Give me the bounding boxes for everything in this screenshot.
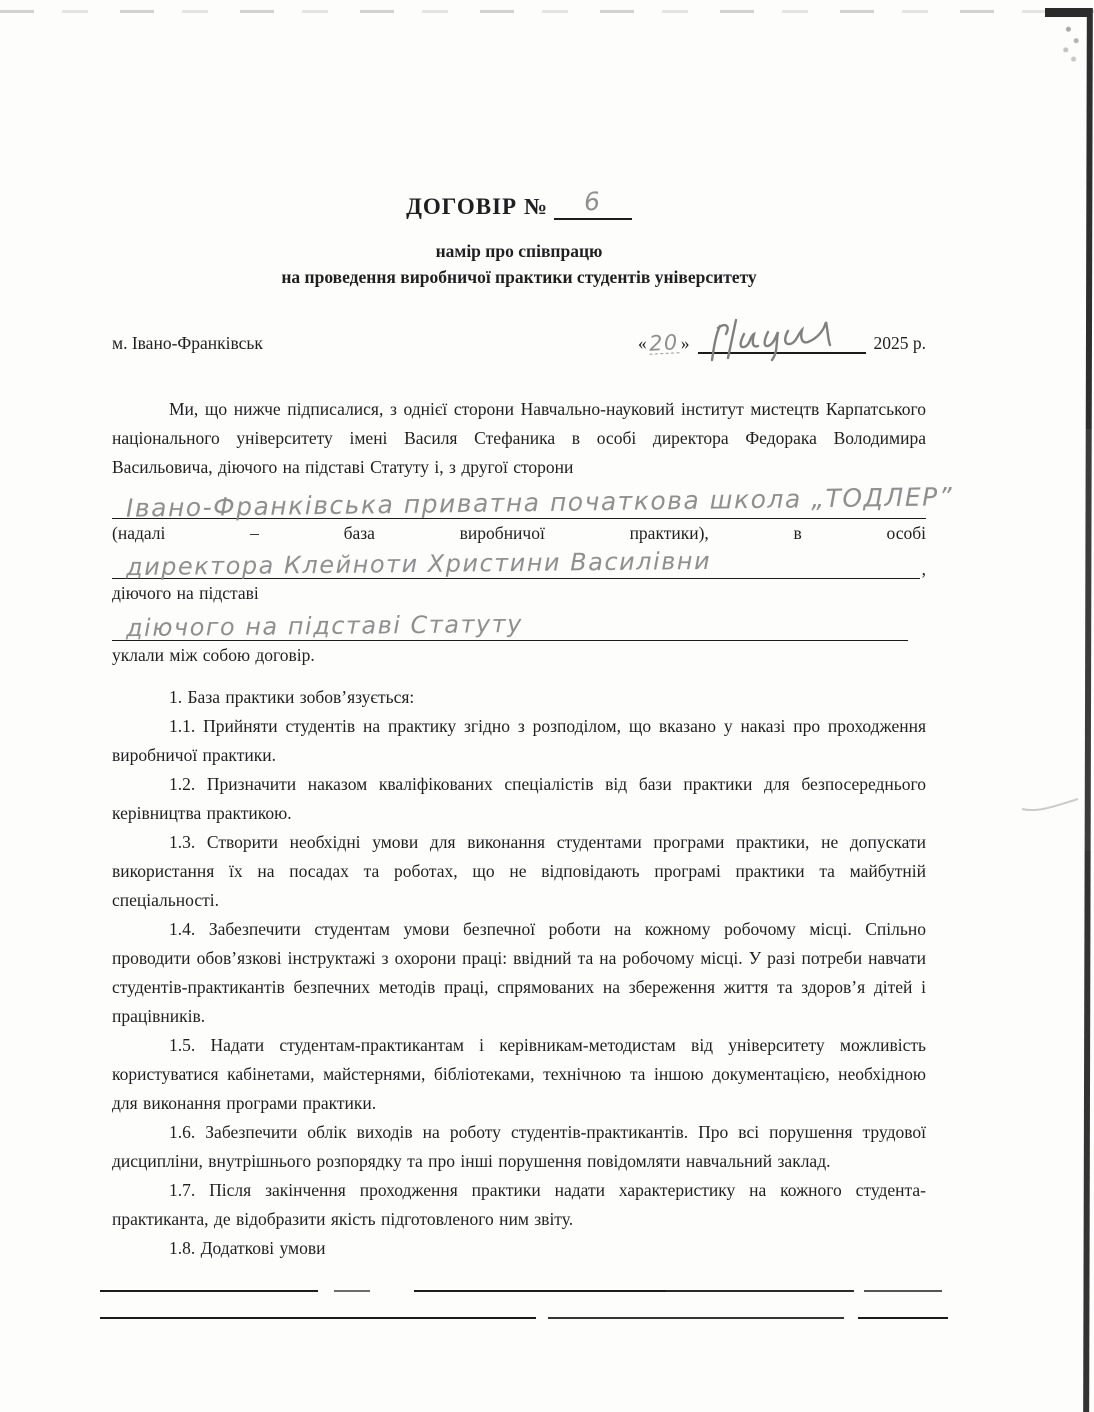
date-close-quote: » bbox=[680, 333, 690, 353]
additional-terms-blank-lines bbox=[100, 1290, 952, 1319]
handwritten-month-scribble bbox=[706, 318, 856, 362]
director-name-row bbox=[112, 546, 926, 582]
clause-1-4: 1.4. Забезпечити студентам умови безпечної роботи на кожному робочому місці. Спільно проводити обов’язкові інструктажі з охорони праці: ввідний та на робочому місці. У разі потреби навчати студентів-практикантів безпечних методів праці, спрямованих на збереження життя та здоров’я дітей і працівників. bbox=[112, 919, 926, 1026]
blank-line-2 bbox=[100, 1317, 952, 1319]
scan-artifact-right-line bbox=[1083, 8, 1093, 1412]
contract-number-slot bbox=[554, 186, 632, 220]
place-and-date-row bbox=[112, 328, 926, 354]
handwritten-director-name: директора Клейноти Христини Василівни bbox=[125, 546, 712, 582]
document-title-row bbox=[112, 186, 926, 220]
subtitle-line-1: намір про співпрацю bbox=[435, 241, 603, 261]
month-blank-slot bbox=[698, 328, 866, 354]
city-label: м. Івано-Франківськ bbox=[112, 333, 263, 353]
clause-1-5: 1.5. Надати студентам-практикантам і керівникам-методистам від університету можливість користуватися кабінетами, майстернями, бібліотеками, технічною та іншою документацією, необхідною для виконання програми практики. bbox=[112, 1035, 926, 1113]
clause-1-7: 1.7. Після закінчення проходження практики надати характеристику на кожного студента-практиканта, де відобразити якість підготовленого ним звіту. bbox=[112, 1180, 926, 1229]
document-title: ДОГОВІР № bbox=[406, 194, 548, 219]
document-body bbox=[112, 186, 954, 1319]
school-name-blank-line bbox=[112, 482, 954, 523]
year-label: 2025 р. bbox=[873, 333, 926, 353]
clause-1-8: 1.8. Додаткові умови bbox=[169, 1238, 326, 1258]
handwritten-school-name: Івано-Франківська приватна початкова школа „ТОДЛЕР” bbox=[125, 482, 954, 523]
basis-blank-line bbox=[112, 608, 908, 641]
blank-line-1 bbox=[100, 1290, 952, 1292]
scan-artifact-top-smudge bbox=[0, 10, 1094, 13]
intro-paragraph: Ми, що нижче підписалися, з однієї сторони Навчально-науковий інститут мистецтв Карпатського національного університету імені Василя Стефаника в особі директора Федорака Володимира Васильовича, діючого на підставі Статуту і, з другої сторони bbox=[112, 399, 926, 477]
section-1-heading: 1. База практики зобов’язується: bbox=[169, 687, 415, 707]
scan-artifact-curve bbox=[1020, 795, 1080, 815]
date-open-quote: « bbox=[638, 333, 647, 353]
subtitle-line-2: на проведення виробничої практики студентів університету bbox=[281, 267, 757, 287]
handwritten-basis: діючого на підставі Статуту bbox=[125, 609, 524, 643]
clause-1-1: 1.1. Прийняти студентів на практику згідно з розподілом, що вказано у наказі про проходження виробничої практики. bbox=[112, 716, 926, 765]
trailing-comma: , bbox=[921, 559, 926, 579]
director-name-blank-line bbox=[112, 546, 920, 582]
clause-1-6: 1.6. Забезпечити облік виходів на роботу студентів-практикантів. Про всі порушення трудової дисципліни, внутрішнього розпорядку та про інші порушення повідомляти навчальний заклад. bbox=[112, 1122, 926, 1171]
clause-1-2: 1.2. Призначити наказом кваліфікованих спеціалістів від бази практики для безпосереднього керівництва практикою. bbox=[112, 774, 926, 823]
date-group bbox=[638, 328, 926, 354]
scan-artifact-corner-cap bbox=[1045, 8, 1091, 17]
concluded-line: уклали між собою договір. bbox=[112, 645, 315, 665]
clause-1-3: 1.3. Створити необхідні умови для виконання студентами програми практики, не допускати використання їх на посадах та роботах, що не відповідають програмі практики та майбутній спеціальності. bbox=[112, 832, 926, 910]
handwritten-contract-number: 6 bbox=[583, 186, 603, 217]
handwritten-day: 20 bbox=[648, 330, 680, 356]
school-parenthetical-line: (надалі – база виробничої практики), в особі bbox=[112, 523, 926, 543]
acting-on-basis-label: діючого на підставі bbox=[112, 583, 259, 603]
scan-artifact-speckle bbox=[1058, 20, 1084, 66]
